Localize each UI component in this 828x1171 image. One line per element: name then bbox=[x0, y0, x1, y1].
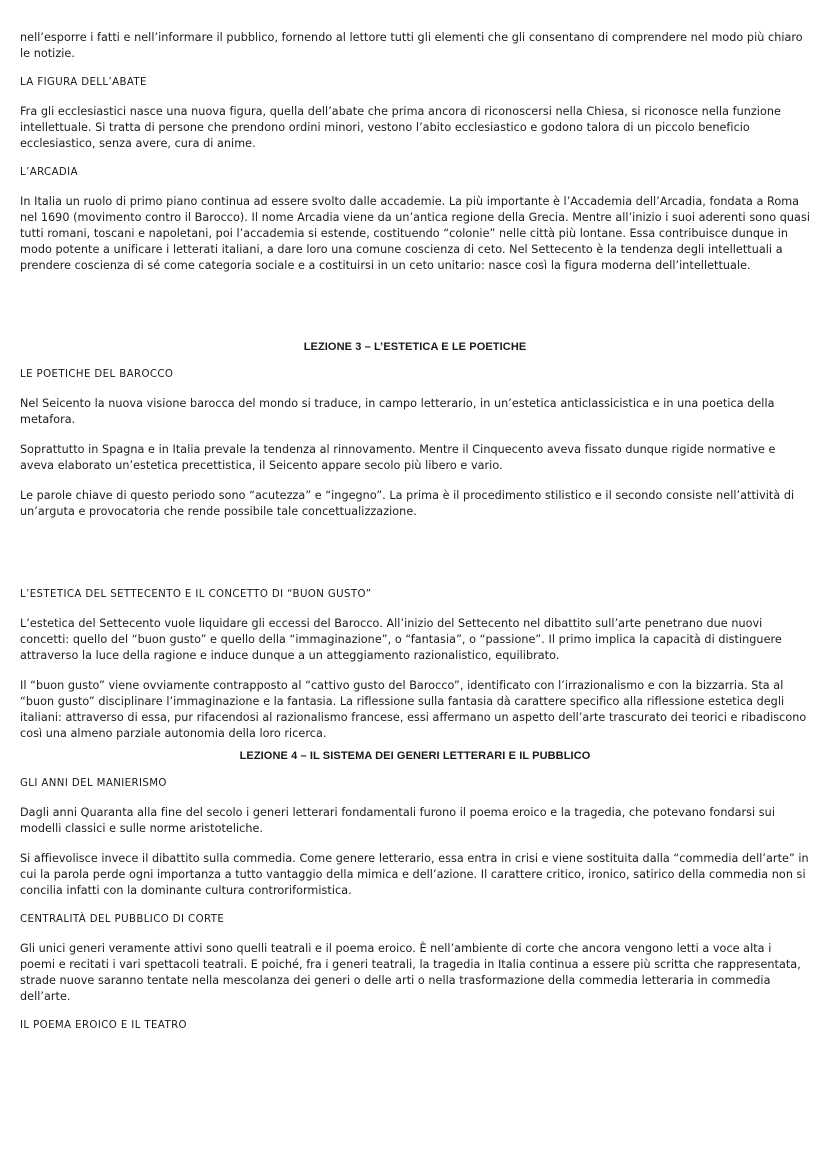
lesson-4-title: LEZIONE 4 – IL SISTEMA DEI GENERI LETTERARI E IL PUBBLICO bbox=[239, 750, 591, 762]
settecento-paragraph-1: L’estetica del Settecento vuole liquidare gli eccessi del Barocco. All’inizio del Settecento nel dibattito sull’arte penetrano due nuovi concetti: quello del “buon gusto” e quello della “immaginazione”, o “fantasia”, o “passione”. Il primo implica la capacità di distinguere attraverso la luce della ragione e induce dunque a un atteggiamento razionalistico, equilibrato. bbox=[20, 617, 782, 662]
heading-arcadia: L’ARCADIA bbox=[20, 167, 78, 178]
manierismo-paragraph-1: Dagli anni Quaranta alla fine del secolo i generi letterari fondamentali furono il poema eroico e la tragedia, che potevano fondarsi sui modelli classici e sulle norme aristoteliche. bbox=[20, 806, 775, 835]
heading-poetiche-barocco: LE POETICHE DEL BAROCCO bbox=[20, 369, 174, 380]
barocco-paragraph-1: Nel Seicento la nuova visione barocca del mondo si traduce, in campo letterario, in un’estetica anticlassicistica e in una poetica della metafora. bbox=[20, 397, 775, 426]
lesson-3-title: LEZIONE 3 – L’ESTETICA E LE POETICHE bbox=[303, 341, 527, 353]
heading-poema-eroico-teatro: IL POEMA EROICO E IL TEATRO bbox=[20, 1020, 187, 1031]
barocco-paragraph-2: Soprattutto in Spagna e in Italia prevale la tendenza al rinnovamento. Mentre il Cinquecento aveva fissato dunque rigide normative e aveva elaborato un’estetica precettistica, il Seicento appare secolo più libero e vario. bbox=[20, 443, 776, 472]
arcadia-paragraph: In Italia un ruolo di primo piano continua ad essere svolto dalle accademie. La più importante è l’Accademia dell’Arcadia, fondata a Roma nel 1690 (movimento contro il Barocco). Il nome Arcadia viene da un’antica regione della Grecia. Mentre all’inizio i suoi aderenti sono quasi tutti romani, toscani e napoletani, poi l’accademia si estende, costituendo “colonie” nelle città più lontane. Essa contribuisce dunque in modo potente a unificare i letterati italiani, a dare loro una comune coscienza di ceto. Nel Settecento è la tendenza degli intellettuali a prendere coscienza di sé come categoria sociale e a costituirsi in un ceto unitario: nasce così la figura moderna dell’intellettuale. bbox=[20, 195, 810, 272]
corte-paragraph: Gli unici generi veramente attivi sono quelli teatrali e il poema eroico. È nell’ambiente di corte che ancora vengono letti a voce alta i poemi e recitati i vari spettacoli teatrali. E poiché, fra i generi teatrali, la tragedia in Italia continua a essere più scritta che rappresentata, strade nuove saranno tentate nella mescolanza dei generi o delle arti o nella trasformazione della commedia letteraria in commedia dell’arte. bbox=[20, 942, 801, 1003]
document-page bbox=[20, 30, 810, 1033]
heading-estetica-settecento: L’ESTETICA DEL SETTECENTO E IL CONCETTO DI “BUON GUSTO” bbox=[20, 589, 372, 600]
settecento-paragraph-2: Il “buon gusto” viene ovviamente contrapposto al “cattivo gusto del Barocco”, identificato con l’irrazionalismo e con la bizzarria. Sta al “buon gusto” disciplinare l’immaginazione e la fantasia. La riflessione sulla fantasia dà carattere specifico alla riflessione estetica degli italiani: attraverso di essa, pur rifacendosi al razionalismo francese, essi affermano un aspetto dell’arte trascurato dei teorici e ribadiscono così una almeno parziale autonomia della loro ricerca. bbox=[20, 679, 807, 740]
heading-pubblico-corte: CENTRALITÀ DEL PUBBLICO DI CORTE bbox=[20, 914, 225, 925]
intro-paragraph: nell’esporre i fatti e nell’informare il pubblico, fornendo al lettore tutti gli elementi che gli consentano di comprendere nel modo più chiaro le notizie. bbox=[20, 31, 803, 60]
barocco-paragraph-3: Le parole chiave di questo periodo sono “acutezza” e “ingegno”. La prima è il procedimento stilistico e il secondo consiste nell’attività di un’arguta e provocatoria che rende possibile tale concettualizzazione. bbox=[20, 489, 795, 518]
heading-anni-manierismo: GLI ANNI DEL MANIERISMO bbox=[20, 778, 167, 789]
manierismo-paragraph-2: Si affievolisce invece il dibattito sulla commedia. Come genere letterario, essa entra in crisi e viene sostituita dalla “commedia dell’arte” in cui la parola perde ogni importanza a tutto vantaggio della mimica e dell’azione. Il carattere critico, ironico, satirico della commedia non si concilia infatti con la dominante cultura controriformistica. bbox=[20, 852, 809, 897]
abate-paragraph: Fra gli ecclesiastici nasce una nuova figura, quella dell’abate che prima ancora di riconoscersi nella Chiesa, si riconosce nella funzione intellettuale. Si tratta di persone che prendono ordini minori, vestono l’abito ecclesiastico e godono talora di un piccolo beneficio ecclesiastico, senza avere, cura di anime. bbox=[20, 105, 781, 150]
heading-figura-abate: LA FIGURA DELL’ABATE bbox=[20, 77, 147, 88]
